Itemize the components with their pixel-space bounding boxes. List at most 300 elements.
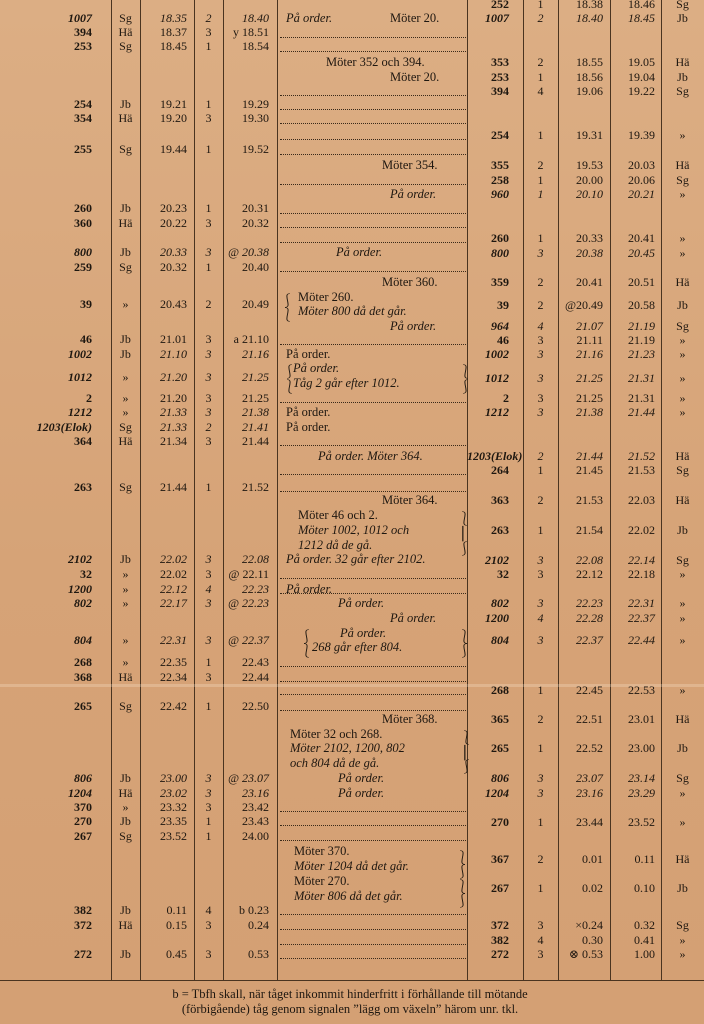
- departure-time: 18.40: [242, 11, 269, 25]
- track-number: 3: [205, 434, 212, 448]
- station-code: Hä: [118, 670, 133, 684]
- train-number: 1002: [485, 347, 509, 361]
- arrival-time: 20.22: [160, 216, 187, 230]
- train-number: 267: [74, 829, 92, 843]
- brace-left: ⎰: [283, 365, 297, 380]
- arrival-time: 21.44: [160, 480, 187, 494]
- departure-time: 22.18: [628, 567, 655, 581]
- train-number: 394: [74, 25, 92, 39]
- arrival-time: 22.45: [576, 683, 603, 697]
- departure-time: y 18.51: [233, 25, 269, 39]
- train-number: 267: [491, 881, 509, 895]
- departure-time: 1.00: [634, 947, 655, 961]
- track-number: 1: [205, 480, 212, 494]
- arrival-time: 20.43: [160, 297, 187, 311]
- track-number: 3: [205, 918, 212, 932]
- station-code: »: [679, 231, 686, 245]
- column-rule: [558, 0, 559, 980]
- departure-time: 19.30: [242, 111, 269, 125]
- train-number: 1212: [485, 405, 509, 419]
- departure-time: 22.23: [242, 582, 269, 596]
- station-code: »: [122, 391, 129, 405]
- order-note: På order.: [286, 405, 331, 419]
- arrival-time: 22.52: [576, 741, 603, 755]
- dotted-guide: [280, 123, 466, 124]
- dotted-guide: [280, 213, 466, 214]
- station-code: »: [679, 933, 686, 947]
- train-number: 359: [491, 275, 509, 289]
- train-number: 800: [74, 245, 92, 259]
- track-number: 4: [537, 933, 544, 947]
- departure-time: 20.45: [628, 246, 655, 260]
- arrival-time: 23.32: [160, 800, 187, 814]
- departure-time: @ 23.07: [227, 771, 269, 785]
- station-code: Jb: [677, 298, 688, 312]
- dotted-guide: [280, 51, 466, 52]
- train-number: 382: [74, 903, 92, 917]
- track-number: 3: [205, 405, 212, 419]
- train-number: 355: [491, 158, 509, 172]
- departure-time: 19.52: [242, 142, 269, 156]
- departure-time: 0.32: [634, 918, 655, 932]
- dotted-guide: [280, 242, 466, 243]
- station-code: »: [679, 683, 686, 697]
- train-number: 964: [491, 319, 509, 333]
- departure-time: 23.01: [628, 712, 655, 726]
- arrival-time: 22.42: [160, 699, 187, 713]
- arrival-time: 23.00: [160, 771, 187, 785]
- station-code: »: [679, 786, 686, 800]
- arrival-time: 20.41: [576, 275, 603, 289]
- station-code: Sg: [676, 0, 689, 11]
- station-code: Hä: [675, 852, 690, 866]
- arrival-time: 19.21: [160, 97, 187, 111]
- order-note: På order.: [390, 187, 437, 201]
- departure-time: 21.53: [628, 463, 655, 477]
- order-note: Möter 364.: [382, 493, 438, 507]
- track-number: 3: [537, 567, 544, 581]
- station-code: Hä: [675, 712, 690, 726]
- column-rule: [467, 0, 468, 980]
- departure-time: a 21.10: [233, 332, 269, 346]
- arrival-time: 23.07: [576, 771, 603, 785]
- departure-time: 0.11: [634, 852, 655, 866]
- arrival-time: 18.45: [160, 39, 187, 53]
- departure-time: 23.14: [628, 771, 655, 785]
- departure-time: 20.31: [242, 201, 269, 215]
- track-number: 2: [537, 449, 544, 463]
- departure-time: 22.08: [242, 552, 269, 566]
- arrival-time: 20.33: [160, 245, 187, 259]
- train-number: 46: [497, 333, 509, 347]
- order-note: På order.: [338, 596, 385, 610]
- arrival-time: 22.17: [160, 596, 187, 610]
- station-code: Hä: [118, 216, 133, 230]
- track-number: 3: [537, 947, 544, 961]
- dotted-guide: [280, 710, 466, 711]
- dotted-guide: [280, 694, 466, 695]
- train-number: 268: [74, 655, 92, 669]
- train-number: 254: [491, 128, 509, 142]
- train-number: 255: [74, 142, 92, 156]
- order-note: På order.: [286, 347, 331, 361]
- train-number: 382: [491, 933, 509, 947]
- train-number: 806: [74, 771, 92, 785]
- dotted-guide: [280, 271, 466, 272]
- station-code: Sg: [119, 142, 132, 156]
- train-number: 1204: [68, 786, 92, 800]
- dotted-guide: [280, 681, 466, 682]
- train-number: 800: [491, 246, 509, 260]
- track-number: 4: [537, 84, 544, 98]
- track-number: 2: [537, 712, 544, 726]
- arrival-time: 22.08: [576, 553, 603, 567]
- dotted-guide: [280, 37, 466, 38]
- order-note: 268 går efter 804.: [312, 640, 403, 654]
- dotted-guide: [280, 840, 466, 841]
- departure-time: 21.19: [628, 333, 655, 347]
- departure-time: 0.10: [634, 881, 655, 895]
- order-note: Tåg 2 går efter 1012.: [293, 376, 400, 390]
- track-number: 3: [205, 670, 212, 684]
- track-number: 3: [205, 245, 212, 259]
- brace-right: ⎰: [456, 894, 470, 909]
- order-note: Möter 20.: [390, 11, 440, 25]
- train-number: 272: [74, 947, 92, 961]
- train-number: 960: [491, 187, 509, 201]
- track-number: 3: [537, 918, 544, 932]
- departure-time: 21.23: [628, 347, 655, 361]
- train-number: 253: [491, 70, 509, 84]
- brace-right: ⎟: [458, 527, 465, 542]
- station-code: Hä: [118, 111, 133, 125]
- station-code: Jb: [120, 97, 131, 111]
- dotted-guide: [280, 474, 466, 475]
- arrival-time: 21.07: [576, 319, 603, 333]
- track-number: 1: [205, 201, 212, 215]
- arrival-time: 21.45: [576, 463, 603, 477]
- column-rule: [277, 0, 278, 980]
- order-note: På order.: [390, 611, 437, 625]
- arrival-time: @20.49: [564, 298, 603, 312]
- departure-time: 20.58: [628, 298, 655, 312]
- departure-time: 18.45: [628, 11, 655, 25]
- track-number: 2: [537, 11, 544, 25]
- order-note: Möter 1204 då det går.: [294, 859, 409, 873]
- station-code: Sg: [676, 553, 689, 567]
- station-code: »: [122, 582, 129, 596]
- train-number: 370: [74, 800, 92, 814]
- departure-time: 21.19: [628, 319, 655, 333]
- train-number: 264: [491, 463, 509, 477]
- brace-right: ⎰: [459, 380, 473, 395]
- departure-time: 21.25: [242, 370, 269, 384]
- order-note: På order.: [336, 245, 383, 259]
- track-number: 3: [205, 332, 212, 346]
- track-number: 1: [205, 655, 212, 669]
- track-number: 1: [205, 814, 212, 828]
- track-number: 2: [205, 420, 212, 434]
- departure-time: 22.44: [628, 633, 655, 647]
- station-code: Hä: [675, 275, 690, 289]
- train-number: 1002: [68, 347, 92, 361]
- dotted-guide: [280, 666, 466, 667]
- train-number: 260: [74, 201, 92, 215]
- station-code: »: [679, 187, 686, 201]
- departure-time: 19.05: [628, 55, 655, 69]
- station-code: Jb: [120, 771, 131, 785]
- station-code: »: [679, 405, 686, 419]
- departure-time: 23.52: [628, 815, 655, 829]
- train-number: 1200: [68, 582, 92, 596]
- station-code: Jb: [120, 245, 131, 259]
- train-number: 806: [491, 771, 509, 785]
- track-number: 1: [537, 231, 544, 245]
- departure-time: 20.49: [242, 297, 269, 311]
- station-code: Jb: [677, 881, 688, 895]
- train-number: 363: [491, 493, 509, 507]
- brace-right: ⎱: [460, 731, 474, 746]
- dotted-guide: [280, 184, 466, 185]
- track-number: 1: [537, 815, 544, 829]
- arrival-time: 21.33: [160, 405, 187, 419]
- arrival-time: 23.44: [576, 815, 603, 829]
- dotted-guide: [280, 344, 466, 345]
- track-number: 3: [205, 947, 212, 961]
- train-number: 259: [74, 260, 92, 274]
- station-code: Sg: [676, 463, 689, 477]
- train-number: 802: [74, 596, 92, 610]
- order-note: Möter 368.: [382, 712, 438, 726]
- track-number: 3: [205, 800, 212, 814]
- station-code: »: [679, 596, 686, 610]
- order-note: Möter 354.: [382, 158, 438, 172]
- brace-left: ⎱: [300, 644, 314, 659]
- order-note: På order.: [338, 771, 385, 785]
- arrival-time: 0.01: [582, 852, 603, 866]
- train-number: 367: [491, 852, 509, 866]
- arrival-time: 19.06: [576, 84, 603, 98]
- station-code: »: [122, 567, 129, 581]
- arrival-time: 21.44: [576, 449, 603, 463]
- departure-time: 21.25: [242, 391, 269, 405]
- track-number: 2: [537, 158, 544, 172]
- brace-left: ⎰: [300, 630, 314, 645]
- order-note: Möter 352 och 394.: [326, 55, 425, 69]
- departure-time: 18.54: [242, 39, 269, 53]
- order-note: På order. Möter 364.: [318, 449, 423, 463]
- arrival-time: 21.33: [160, 420, 187, 434]
- track-number: 3: [205, 567, 212, 581]
- departure-time: 22.02: [628, 523, 655, 537]
- arrival-time: 22.51: [576, 712, 603, 726]
- table-bottom-rule: [0, 980, 704, 981]
- train-number: 258: [491, 173, 509, 187]
- train-number: 804: [74, 633, 92, 647]
- dotted-guide: [280, 227, 466, 228]
- train-number: 2: [503, 391, 509, 405]
- train-number: 804: [491, 633, 509, 647]
- departure-time: @ 22.37: [227, 633, 269, 647]
- train-number: 364: [74, 434, 92, 448]
- departure-time: 24.00: [242, 829, 269, 843]
- departure-time: 23.42: [242, 800, 269, 814]
- train-number: 270: [74, 814, 92, 828]
- departure-time: 23.00: [628, 741, 655, 755]
- departure-time: 21.31: [628, 371, 655, 385]
- departure-time: 0.41: [634, 933, 655, 947]
- station-code: »: [679, 815, 686, 829]
- departure-time: 21.52: [242, 480, 269, 494]
- station-code: Jb: [677, 741, 688, 755]
- arrival-time: 21.10: [160, 347, 187, 361]
- station-code: »: [122, 596, 129, 610]
- brace-right: ⎱: [458, 630, 472, 645]
- track-number: 3: [205, 25, 212, 39]
- train-number: 368: [74, 670, 92, 684]
- track-number: 1: [205, 260, 212, 274]
- arrival-time: 0.30: [582, 933, 603, 947]
- departure-time: 22.43: [242, 655, 269, 669]
- departure-time: 21.44: [628, 405, 655, 419]
- train-number: 263: [74, 480, 92, 494]
- track-number: 3: [205, 347, 212, 361]
- dotted-guide: [280, 914, 466, 915]
- brace-right: ⎰: [460, 760, 474, 775]
- arrival-time: 21.11: [576, 333, 603, 347]
- track-number: 4: [537, 611, 544, 625]
- departure-time: 0.24: [248, 918, 269, 932]
- departure-time: 20.03: [628, 158, 655, 172]
- order-note: På order.: [286, 420, 331, 434]
- departure-time: 21.16: [242, 347, 269, 361]
- arrival-time: 0.11: [166, 903, 187, 917]
- station-code: »: [122, 655, 129, 669]
- departure-time: 21.31: [628, 391, 655, 405]
- station-code: »: [122, 405, 129, 419]
- train-number: 268: [491, 683, 509, 697]
- footnote: [40, 987, 660, 1017]
- arrival-time: 21.20: [160, 391, 187, 405]
- order-note: Möter 2102, 1200, 802: [290, 741, 405, 755]
- arrival-time: 22.12: [160, 582, 187, 596]
- departure-time: @ 22.11: [228, 567, 269, 581]
- footnote-line: (förbigående) tåg genom signalen ”lägg om växeln” härom unr. tkl.: [181, 1002, 519, 1016]
- departure-time: 19.22: [628, 84, 655, 98]
- arrival-time: 22.02: [160, 567, 187, 581]
- station-code: Sg: [119, 11, 132, 25]
- arrival-time: 22.02: [160, 552, 187, 566]
- brace-right: ⎱: [456, 880, 470, 895]
- track-number: 3: [205, 596, 212, 610]
- arrival-time: 21.54: [576, 523, 603, 537]
- departure-time: b 0.23: [239, 903, 269, 917]
- track-number: 1: [537, 187, 544, 201]
- departure-time: 20.41: [628, 231, 655, 245]
- station-code: Jb: [677, 523, 688, 537]
- departure-time: @ 22.23: [227, 596, 269, 610]
- arrival-time: 19.31: [576, 128, 603, 142]
- brace-right: ⎟: [460, 746, 467, 761]
- track-number: 2: [537, 275, 544, 289]
- departure-time: 0.53: [248, 947, 269, 961]
- dotted-guide: [280, 402, 466, 403]
- train-number: 270: [491, 815, 509, 829]
- brace-right: ⎱: [459, 365, 473, 380]
- arrival-time: 22.34: [160, 670, 187, 684]
- departure-time: 20.21: [628, 187, 655, 201]
- arrival-time: ⊗ 0.53: [568, 947, 603, 961]
- dotted-guide: [280, 929, 466, 930]
- train-number: 1200: [485, 611, 509, 625]
- arrival-time: 18.40: [576, 11, 603, 25]
- station-code: Sg: [676, 84, 689, 98]
- dotted-guide: [280, 578, 466, 579]
- arrival-time: 18.56: [576, 70, 603, 84]
- train-number: 265: [74, 699, 92, 713]
- order-note: Möter 800 då det går.: [298, 304, 407, 318]
- arrival-time: 21.01: [160, 332, 187, 346]
- arrival-time: 21.38: [576, 405, 603, 419]
- train-number: 372: [491, 918, 509, 932]
- order-note: och 804 då de gå.: [290, 756, 380, 770]
- train-number: 252: [491, 0, 509, 11]
- column-rule: [610, 0, 611, 980]
- track-number: 3: [205, 216, 212, 230]
- departure-time: 23.43: [242, 814, 269, 828]
- track-number: 3: [205, 633, 212, 647]
- departure-time: 20.06: [628, 173, 655, 187]
- station-code: Sg: [119, 829, 132, 843]
- station-code: Hä: [118, 918, 133, 932]
- track-number: 3: [537, 391, 544, 405]
- track-number: 1: [537, 0, 544, 11]
- arrival-time: 20.00: [576, 173, 603, 187]
- track-number: 1: [537, 523, 544, 537]
- track-number: 1: [537, 173, 544, 187]
- track-number: 2: [537, 55, 544, 69]
- station-code: Hä: [675, 493, 690, 507]
- station-code: Sg: [119, 699, 132, 713]
- train-number: 1203(Elok): [467, 449, 523, 463]
- track-number: 3: [205, 370, 212, 384]
- track-number: 3: [537, 371, 544, 385]
- station-code: »: [679, 246, 686, 260]
- station-code: »: [122, 633, 129, 647]
- brace-left: ⎱: [283, 380, 297, 395]
- track-number: 2: [205, 297, 212, 311]
- train-number: 1012: [485, 371, 509, 385]
- station-code: Hä: [675, 449, 690, 463]
- departure-time: 22.53: [628, 683, 655, 697]
- track-number: 3: [205, 771, 212, 785]
- arrival-time: 18.38: [576, 0, 603, 11]
- track-number: 1: [205, 97, 212, 111]
- track-number: 2: [205, 11, 212, 25]
- train-number: 32: [497, 567, 509, 581]
- station-code: »: [679, 333, 686, 347]
- arrival-time: 20.32: [160, 260, 187, 274]
- arrival-time: 22.28: [576, 611, 603, 625]
- station-code: »: [122, 800, 129, 814]
- departure-time: 23.29: [628, 786, 655, 800]
- track-number: 3: [537, 333, 544, 347]
- train-number: 46: [80, 332, 92, 346]
- train-number: 272: [491, 947, 509, 961]
- arrival-time: 22.35: [160, 655, 187, 669]
- arrival-time: 22.37: [576, 633, 603, 647]
- dotted-guide: [280, 109, 466, 110]
